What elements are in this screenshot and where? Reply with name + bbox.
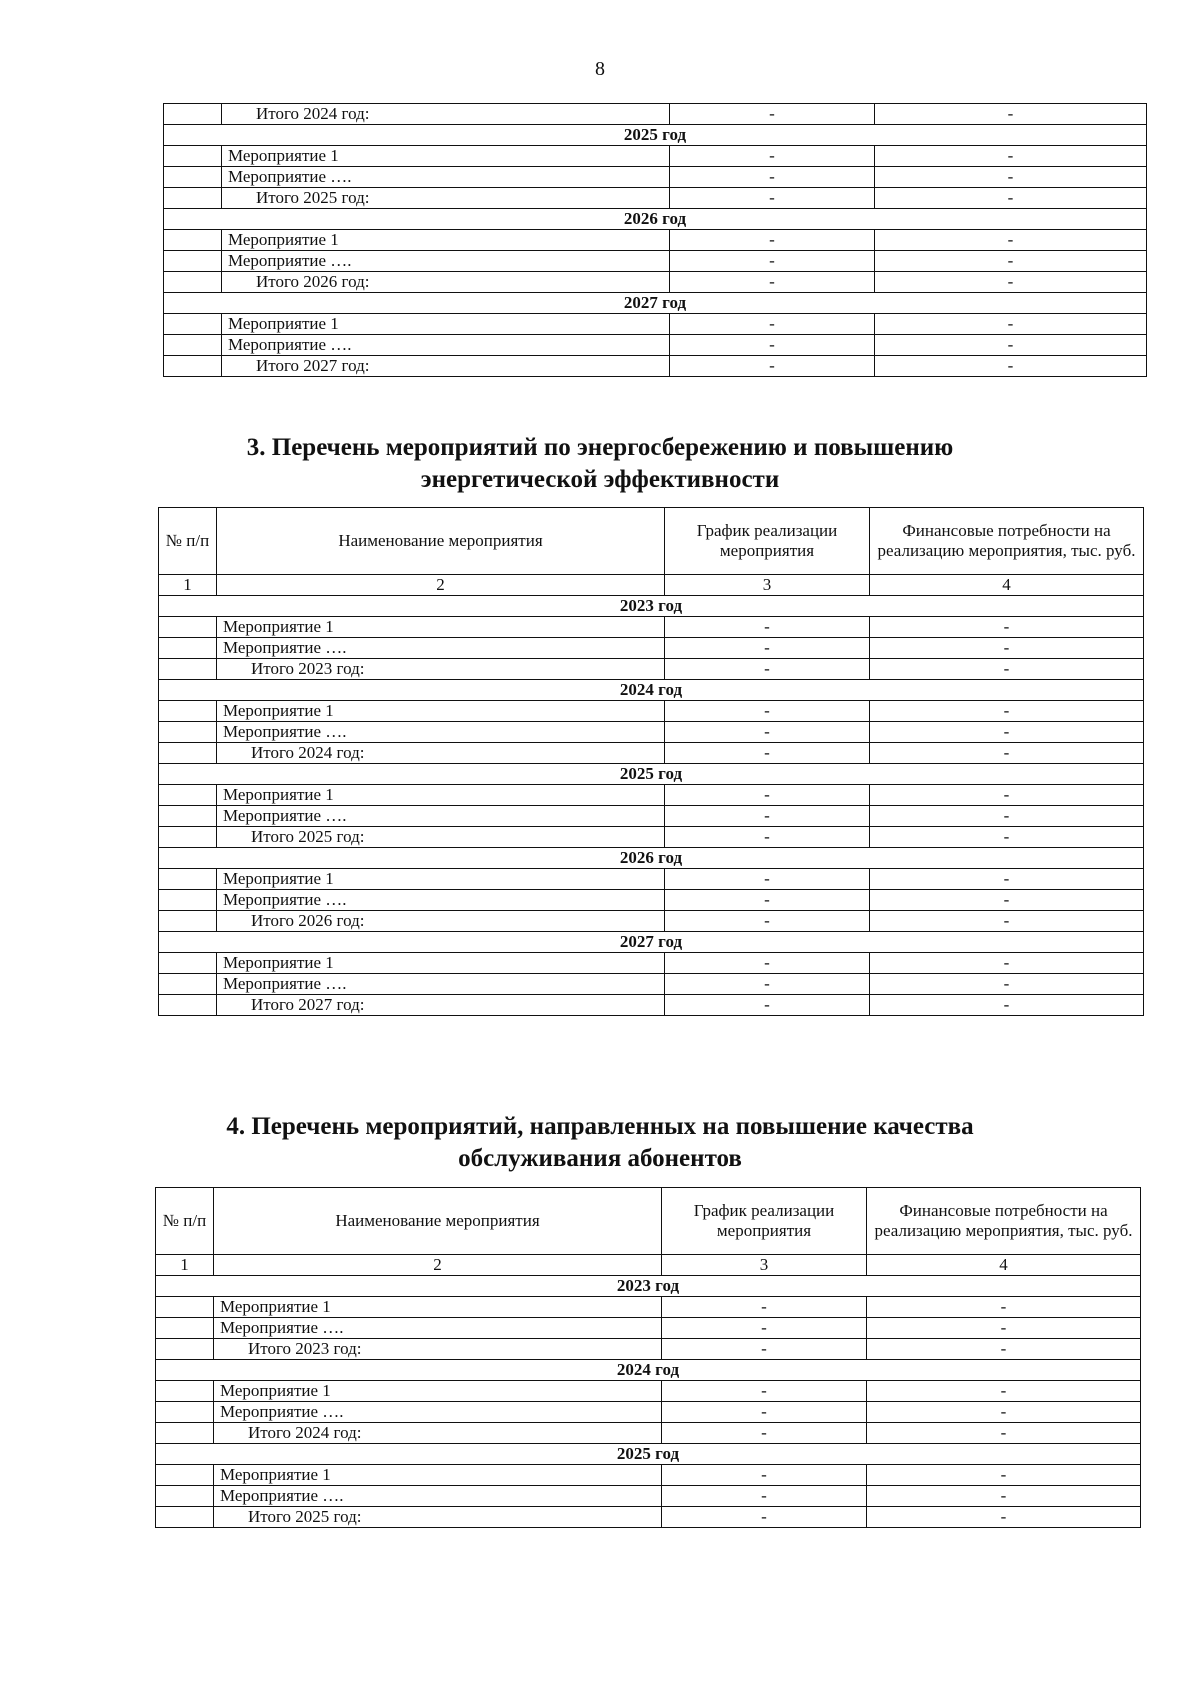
finance-cell: -	[870, 827, 1144, 848]
year-label: 2025 год	[159, 764, 1144, 785]
num-cell	[164, 188, 222, 209]
activity-name: Мероприятие 1	[217, 617, 665, 638]
schedule-cell: -	[665, 701, 870, 722]
num-cell	[164, 146, 222, 167]
schedule-cell: -	[665, 890, 870, 911]
activity-name: Итого 2025 год:	[214, 1507, 662, 1528]
schedule-cell: -	[665, 974, 870, 995]
schedule-cell: -	[665, 659, 870, 680]
activity-name: Мероприятие 1	[222, 230, 670, 251]
table-row	[159, 869, 1144, 890]
num-cell	[156, 1465, 214, 1486]
num-cell	[159, 617, 217, 638]
num-cell	[159, 890, 217, 911]
finance-cell: -	[875, 167, 1147, 188]
schedule-cell: -	[665, 806, 870, 827]
year-label: 2024 год	[156, 1360, 1141, 1381]
year-label: 2027 год	[159, 932, 1144, 953]
num-cell	[164, 356, 222, 377]
finance-cell: -	[870, 785, 1144, 806]
column-number-row	[156, 1255, 1141, 1276]
finance-cell: -	[867, 1402, 1141, 1423]
activity-name: Мероприятие ….	[217, 722, 665, 743]
header-num: № п/п	[159, 508, 217, 575]
schedule-cell: -	[665, 617, 870, 638]
activity-name: Мероприятие 1	[222, 314, 670, 335]
year-row	[159, 596, 1144, 617]
activity-name: Мероприятие ….	[214, 1318, 662, 1339]
activity-name: Мероприятие 1	[217, 701, 665, 722]
schedule-cell: -	[665, 911, 870, 932]
schedule-cell: -	[670, 188, 875, 209]
finance-cell: -	[867, 1423, 1141, 1444]
activity-name: Мероприятие ….	[214, 1402, 662, 1423]
header-name: Наименование мероприятия	[214, 1188, 662, 1255]
schedule-cell: -	[662, 1507, 867, 1528]
schedule-cell: -	[662, 1381, 867, 1402]
schedule-cell: -	[665, 638, 870, 659]
total-row	[164, 188, 1147, 209]
schedule-cell: -	[670, 356, 875, 377]
num-cell	[159, 701, 217, 722]
year-label: 2026 год	[164, 209, 1147, 230]
finance-cell: -	[870, 659, 1144, 680]
finance-cell: -	[875, 230, 1147, 251]
page-number: 8	[595, 58, 605, 80]
num-cell	[159, 827, 217, 848]
total-row	[156, 1339, 1141, 1360]
activity-name: Мероприятие ….	[222, 251, 670, 272]
total-row	[159, 911, 1144, 932]
num-cell	[164, 314, 222, 335]
year-row	[156, 1444, 1141, 1465]
finance-cell: -	[870, 617, 1144, 638]
finance-cell: -	[867, 1297, 1141, 1318]
schedule-cell: -	[662, 1402, 867, 1423]
section-4-title	[0, 1111, 1200, 1175]
year-label: 2023 год	[156, 1276, 1141, 1297]
col-number: 2	[214, 1255, 662, 1276]
finance-cell: -	[870, 995, 1144, 1016]
num-cell	[156, 1318, 214, 1339]
table-row	[156, 1381, 1141, 1402]
num-cell	[156, 1507, 214, 1528]
activity-name: Мероприятие ….	[217, 890, 665, 911]
year-row	[159, 848, 1144, 869]
total-row	[164, 356, 1147, 377]
schedule-cell: -	[665, 995, 870, 1016]
column-number-row	[159, 575, 1144, 596]
year-label: 2023 год	[159, 596, 1144, 617]
table-row	[164, 314, 1147, 335]
schedule-cell: -	[662, 1339, 867, 1360]
col-number: 3	[662, 1255, 867, 1276]
year-label: 2027 год	[164, 293, 1147, 314]
finance-cell: -	[867, 1486, 1141, 1507]
table-row	[164, 230, 1147, 251]
header-num: № п/п	[156, 1188, 214, 1255]
finance-cell: -	[870, 890, 1144, 911]
finance-cell: -	[870, 974, 1144, 995]
schedule-cell: -	[662, 1318, 867, 1339]
num-cell	[159, 869, 217, 890]
finance-cell: -	[875, 104, 1147, 125]
year-row	[159, 932, 1144, 953]
table-row	[156, 1297, 1141, 1318]
schedule-cell: -	[670, 104, 875, 125]
schedule-cell: -	[670, 272, 875, 293]
finance-cell: -	[875, 251, 1147, 272]
year-label: 2025 год	[164, 125, 1147, 146]
activity-name: Итого 2024 год:	[217, 743, 665, 764]
schedule-cell: -	[670, 167, 875, 188]
table-row	[159, 953, 1144, 974]
schedule-cell: -	[670, 314, 875, 335]
table-header-row	[159, 508, 1144, 575]
schedule-cell: -	[665, 953, 870, 974]
table-row	[156, 1402, 1141, 1423]
activity-name: Мероприятие ….	[214, 1486, 662, 1507]
total-row	[164, 272, 1147, 293]
activity-name: Итого 2023 год:	[214, 1339, 662, 1360]
activity-name: Мероприятие ….	[222, 335, 670, 356]
num-cell	[159, 806, 217, 827]
schedule-cell: -	[662, 1423, 867, 1444]
activity-name: Мероприятие ….	[217, 638, 665, 659]
finance-cell: -	[870, 638, 1144, 659]
table-row	[159, 617, 1144, 638]
schedule-cell: -	[670, 230, 875, 251]
year-row	[156, 1276, 1141, 1297]
num-cell	[159, 743, 217, 764]
num-cell	[159, 974, 217, 995]
activity-name: Итого 2024 год:	[214, 1423, 662, 1444]
finance-cell: -	[867, 1465, 1141, 1486]
schedule-cell: -	[662, 1297, 867, 1318]
schedule-cell: -	[670, 335, 875, 356]
activity-name: Итого 2023 год:	[217, 659, 665, 680]
activity-name: Мероприятие 1	[217, 869, 665, 890]
activity-name: Мероприятие 1	[214, 1465, 662, 1486]
activity-name: Мероприятие 1	[222, 146, 670, 167]
activity-name: Мероприятие 1	[214, 1297, 662, 1318]
schedule-cell: -	[665, 722, 870, 743]
col-number: 3	[665, 575, 870, 596]
finance-cell: -	[870, 869, 1144, 890]
finance-cell: -	[875, 272, 1147, 293]
table-continued	[163, 103, 1147, 377]
num-cell	[159, 785, 217, 806]
year-row	[156, 1360, 1141, 1381]
table-row	[159, 701, 1144, 722]
finance-cell: -	[875, 314, 1147, 335]
activity-name: Итого 2025 год:	[222, 188, 670, 209]
header-finance: Финансовые потребности на реализацию мероприятия, тыс. руб.	[870, 508, 1144, 575]
finance-cell: -	[875, 335, 1147, 356]
col-number: 4	[870, 575, 1144, 596]
activity-name: Мероприятие 1	[217, 953, 665, 974]
schedule-cell: -	[670, 146, 875, 167]
num-cell	[159, 911, 217, 932]
total-row	[159, 995, 1144, 1016]
year-row	[164, 293, 1147, 314]
schedule-cell: -	[665, 743, 870, 764]
year-label: 2024 год	[159, 680, 1144, 701]
total-row	[156, 1423, 1141, 1444]
finance-cell: -	[870, 953, 1144, 974]
activity-name: Мероприятие 1	[214, 1381, 662, 1402]
activity-name: Итого 2026 год:	[217, 911, 665, 932]
num-cell	[156, 1486, 214, 1507]
activity-name: Мероприятие ….	[222, 167, 670, 188]
table-row	[159, 890, 1144, 911]
header-schedule: График реализации мероприятия	[665, 508, 870, 575]
section-3-title	[0, 432, 1200, 496]
year-label: 2026 год	[159, 848, 1144, 869]
table-row	[156, 1486, 1141, 1507]
section-4-title-line1: 4. Перечень мероприятий, направленных на повышение качества	[226, 1113, 974, 1140]
year-row	[159, 764, 1144, 785]
table-row	[164, 146, 1147, 167]
finance-cell: -	[870, 911, 1144, 932]
header-schedule: График реализации мероприятия	[662, 1188, 867, 1255]
schedule-cell: -	[665, 827, 870, 848]
num-cell	[159, 995, 217, 1016]
num-cell	[159, 722, 217, 743]
num-cell	[156, 1381, 214, 1402]
year-row	[164, 209, 1147, 230]
num-cell	[159, 659, 217, 680]
table-row	[164, 335, 1147, 356]
activity-name: Мероприятие 1	[217, 785, 665, 806]
total-row	[159, 659, 1144, 680]
finance-cell: -	[870, 806, 1144, 827]
table-row	[159, 785, 1144, 806]
header-finance: Финансовые потребности на реализацию мероприятия, тыс. руб.	[867, 1188, 1141, 1255]
table-row	[159, 722, 1144, 743]
finance-cell: -	[875, 188, 1147, 209]
num-cell	[164, 272, 222, 293]
activity-name: Итого 2025 год:	[217, 827, 665, 848]
num-cell	[164, 251, 222, 272]
table-row	[164, 167, 1147, 188]
table-row	[159, 638, 1144, 659]
schedule-cell: -	[662, 1486, 867, 1507]
activity-name: Итого 2027 год:	[222, 356, 670, 377]
table-row	[164, 251, 1147, 272]
activity-name: Итого 2026 год:	[222, 272, 670, 293]
year-row	[159, 680, 1144, 701]
num-cell	[159, 638, 217, 659]
section-3-title-line2: энергетической эффективности	[420, 466, 780, 493]
finance-cell: -	[867, 1318, 1141, 1339]
finance-cell: -	[867, 1381, 1141, 1402]
num-cell	[164, 104, 222, 125]
table-row	[156, 1465, 1141, 1486]
total-row	[159, 743, 1144, 764]
col-number: 1	[159, 575, 217, 596]
num-cell	[156, 1423, 214, 1444]
num-cell	[156, 1297, 214, 1318]
table-section-3	[158, 507, 1144, 1016]
activity-name: Итого 2024 год:	[222, 104, 670, 125]
num-cell	[164, 335, 222, 356]
num-cell	[156, 1402, 214, 1423]
col-number: 1	[156, 1255, 214, 1276]
schedule-cell: -	[665, 785, 870, 806]
num-cell	[164, 167, 222, 188]
section-4-title-line2: обслуживания абонентов	[458, 1145, 742, 1172]
total-row	[156, 1507, 1141, 1528]
num-cell	[156, 1339, 214, 1360]
year-label: 2025 год	[156, 1444, 1141, 1465]
finance-cell: -	[870, 743, 1144, 764]
activity-name: Мероприятие ….	[217, 806, 665, 827]
table-row	[156, 1318, 1141, 1339]
schedule-cell: -	[662, 1465, 867, 1486]
finance-cell: -	[867, 1507, 1141, 1528]
year-row	[164, 125, 1147, 146]
total-row	[164, 104, 1147, 125]
total-row	[159, 827, 1144, 848]
table-section-4	[155, 1187, 1141, 1528]
table-row	[159, 974, 1144, 995]
section-3-title-line1: 3. Перечень мероприятий по энергосбережению и повышению	[246, 434, 954, 461]
activity-name: Мероприятие ….	[217, 974, 665, 995]
finance-cell: -	[870, 722, 1144, 743]
table-row	[159, 806, 1144, 827]
num-cell	[164, 230, 222, 251]
num-cell	[159, 953, 217, 974]
finance-cell: -	[875, 146, 1147, 167]
header-name: Наименование мероприятия	[217, 508, 665, 575]
finance-cell: -	[870, 701, 1144, 722]
finance-cell: -	[875, 356, 1147, 377]
activity-name: Итого 2027 год:	[217, 995, 665, 1016]
schedule-cell: -	[665, 869, 870, 890]
schedule-cell: -	[670, 251, 875, 272]
col-number: 2	[217, 575, 665, 596]
finance-cell: -	[867, 1339, 1141, 1360]
table-header-row	[156, 1188, 1141, 1255]
col-number: 4	[867, 1255, 1141, 1276]
